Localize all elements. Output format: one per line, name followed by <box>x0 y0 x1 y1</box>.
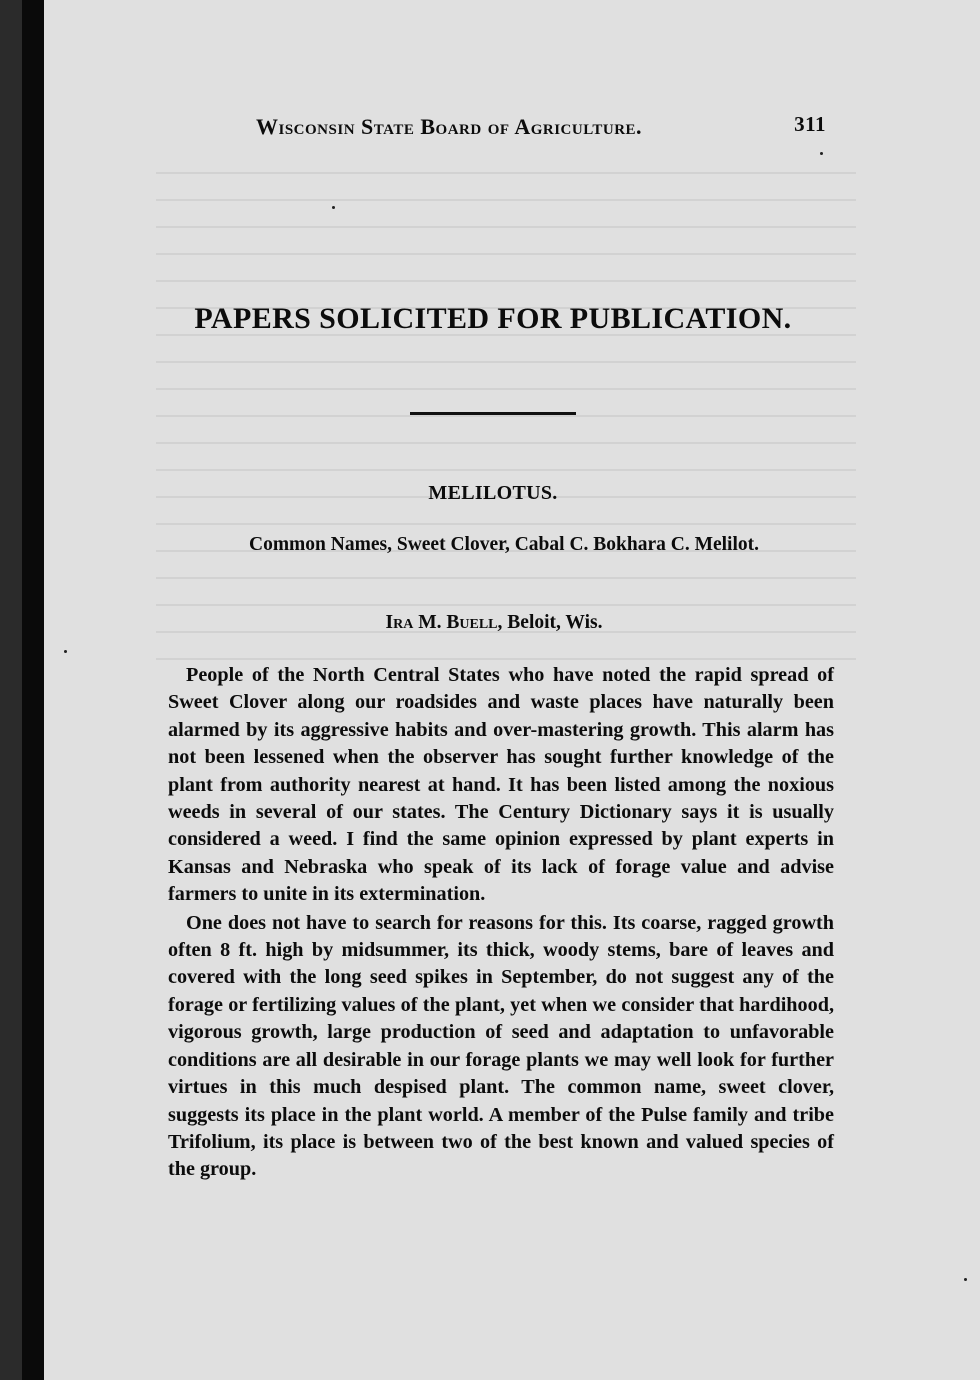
show-through-text <box>156 160 856 680</box>
running-head-title: Wisconsin State Board of Agriculture. <box>256 114 643 139</box>
paragraph: People of the North Central States who have noted the rapid spread of Sweet Clover along our roadsides and waste places have naturally been alarmed by its aggressive habits and over-mastering growth. This alarm has not been lessened when the observer has sought further knowledge of the plant from authority nearest at hand. It has been listed among the noxious weeds in several of our states. The Century Dictionary says it is usually considered a weed. I find the same opinion expressed by plant experts in Kansas and Nebraska who speak of its lack of forage value and advise farmers to unite in its extermination. <box>168 664 834 906</box>
author-place: Beloit, Wis. <box>507 612 603 633</box>
paragraph: One does not have to search for reasons for this. Its coarse, ragged growth often 8 ft. high by midsummer, its thick, woody stems, bare of leaves and covered with the long seed spikes in September, do not suggest any of the forage or fertilizing values of the plant, yet when we consider that hardihood, vigorous growth, large production of seed and adaptation to unfavorable conditions are all desirable in our forage plants we may well look for further virtues in this much despised plant. The common name, sweet clover, suggests its place in the plant world. A member of the Pulse family and tribe Trifolium, its place is between two of the best known and valued species of the group. <box>168 911 834 1181</box>
book-spine-edge <box>0 0 22 1380</box>
article-title: MELILOTUS. <box>428 482 558 504</box>
page-number: 311 <box>794 112 826 136</box>
dust-speck <box>964 1278 967 1281</box>
section-divider-rule <box>410 412 576 415</box>
section-title: PAPERS SOLICITED FOR PUBLICATION. <box>194 302 792 335</box>
running-head <box>256 114 826 144</box>
dust-speck <box>332 206 335 209</box>
dust-speck <box>820 152 823 155</box>
article-body <box>168 662 834 1185</box>
dust-speck <box>64 650 67 653</box>
book-gutter-shadow <box>22 0 44 1380</box>
book-page <box>44 0 980 1380</box>
article-byline <box>184 612 804 634</box>
article-subtitle: Common Names, Sweet Clover, Cabal C. Bokhara C. Melilot. <box>248 534 760 555</box>
author-name: Ira M. Buell, <box>385 612 503 633</box>
